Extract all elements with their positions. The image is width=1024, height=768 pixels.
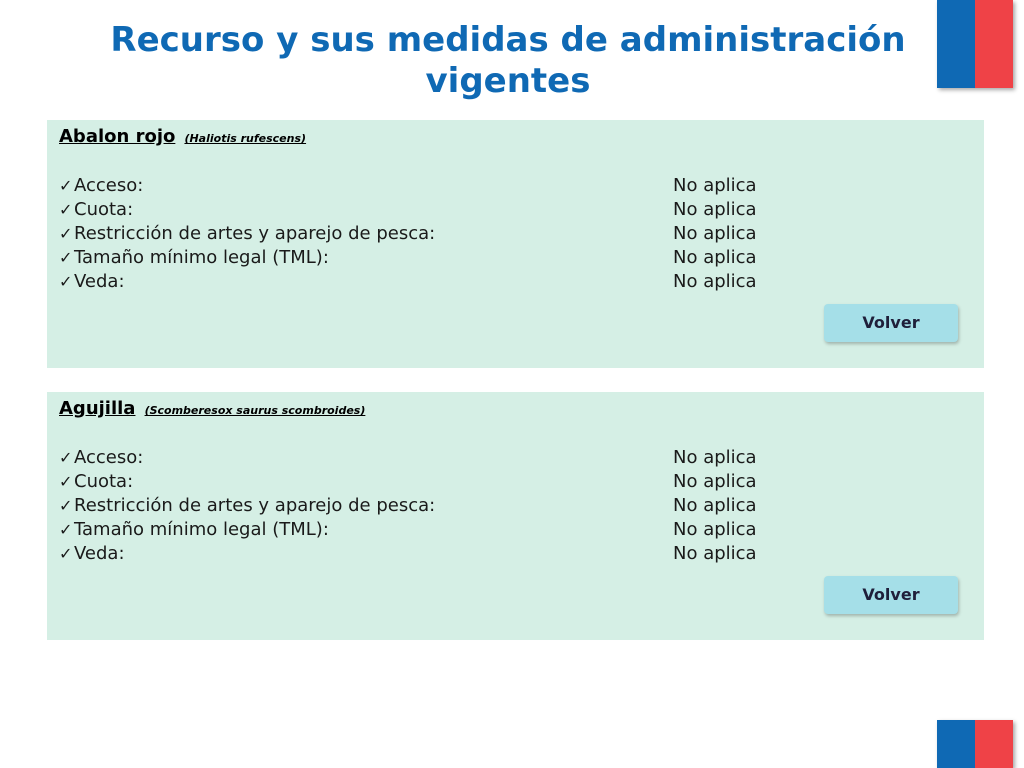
resource-common-name: Agujilla [59, 398, 136, 419]
measure-value: No aplica [673, 247, 757, 268]
measure-label: Restricción de artes y aparejo de pesca: [74, 223, 436, 244]
measure-label: Acceso: [74, 447, 144, 468]
checkmark-icon: ✓ [59, 496, 73, 515]
checkmark-icon: ✓ [59, 272, 73, 291]
measure-label: Acceso: [74, 175, 144, 196]
resource-scientific-name: (Haliotis rufescens) [184, 132, 307, 145]
measure-label: Veda: [74, 543, 125, 564]
resource-heading [59, 126, 306, 147]
measure-value: No aplica [673, 447, 757, 468]
resource-card-abalon-rojo [47, 120, 984, 368]
measure-value: No aplica [673, 199, 757, 220]
resource-card-agujilla [47, 392, 984, 640]
measure-row-acceso [59, 174, 959, 198]
measure-label: Tamaño mínimo legal (TML): [74, 247, 329, 268]
measure-row-restriccion [59, 494, 959, 518]
measure-value: No aplica [673, 223, 757, 244]
resource-common-name: Abalon rojo [59, 126, 176, 147]
measure-label: Veda: [74, 271, 125, 292]
measure-row-cuota [59, 198, 959, 222]
resource-scientific-name: (Scomberesox saurus scombroides) [144, 404, 366, 417]
measure-row-veda [59, 270, 959, 294]
measure-value: No aplica [673, 471, 757, 492]
page-title: Recurso y sus medidas de administración vigentes [110, 20, 906, 101]
measure-label: Tamaño mínimo legal (TML): [74, 519, 329, 540]
measure-row-veda [59, 542, 959, 566]
checkmark-icon: ✓ [59, 176, 73, 195]
flag-red-band [975, 0, 1013, 88]
measure-label: Cuota: [74, 471, 134, 492]
checkmark-icon: ✓ [59, 448, 73, 467]
volver-button[interactable]: Volver [824, 304, 958, 342]
measure-value: No aplica [673, 495, 757, 516]
measures-list [59, 174, 959, 294]
measure-value: No aplica [673, 519, 757, 540]
measure-row-acceso [59, 446, 959, 470]
volver-button[interactable]: Volver [824, 576, 958, 614]
measure-value: No aplica [673, 175, 757, 196]
measure-value: No aplica [673, 271, 757, 292]
measure-label: Cuota: [74, 199, 134, 220]
chile-flag-logo-bottom [937, 720, 1013, 768]
flag-blue-band [937, 720, 975, 768]
measure-value: No aplica [673, 543, 757, 564]
measure-row-cuota [59, 470, 959, 494]
checkmark-icon: ✓ [59, 544, 73, 563]
measures-list [59, 446, 959, 566]
measure-label: Restricción de artes y aparejo de pesca: [74, 495, 436, 516]
checkmark-icon: ✓ [59, 248, 73, 267]
measure-row-tml [59, 246, 959, 270]
checkmark-icon: ✓ [59, 520, 73, 539]
measure-row-restriccion [59, 222, 959, 246]
checkmark-icon: ✓ [59, 224, 73, 243]
checkmark-icon: ✓ [59, 472, 73, 491]
flag-red-band [975, 720, 1013, 768]
checkmark-icon: ✓ [59, 200, 73, 219]
resource-heading [59, 398, 365, 419]
measure-row-tml [59, 518, 959, 542]
